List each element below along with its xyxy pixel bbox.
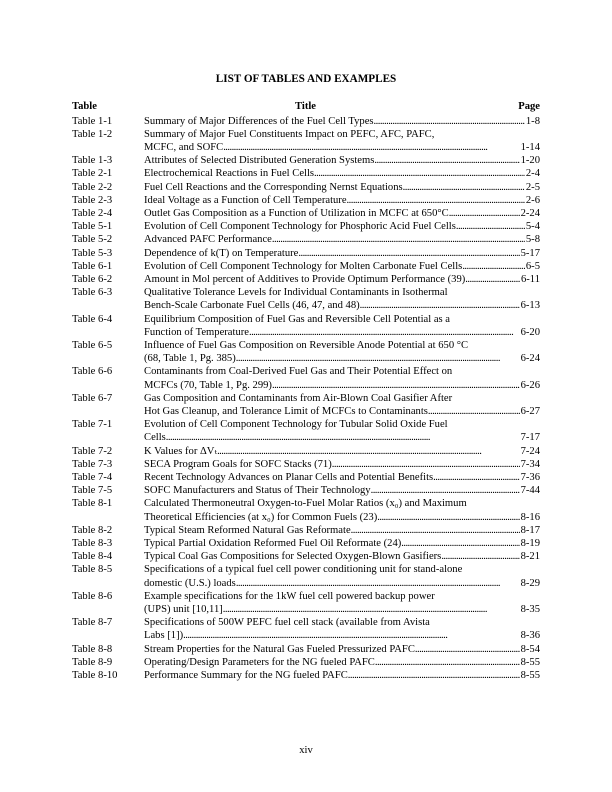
dot-leader [377, 511, 519, 524]
dot-leader [348, 669, 520, 682]
table-title [144, 207, 540, 220]
title-last-line [144, 273, 540, 286]
table-number: Table 1-2 [72, 128, 113, 140]
column-header-page: Page [518, 101, 540, 112]
list-item[interactable] [72, 128, 540, 154]
list-item[interactable] [72, 207, 540, 220]
list-item[interactable] [72, 233, 540, 246]
table-number: Table 8-10 [72, 670, 118, 682]
dot-leader [375, 656, 520, 669]
title-line: domestic (U.S.) loads [144, 577, 236, 589]
list-item[interactable] [72, 260, 540, 273]
table-number: Table 2-3 [72, 194, 113, 206]
dot-leader [415, 643, 520, 656]
title-last-line [144, 220, 540, 233]
table-title [144, 313, 540, 339]
list-item[interactable] [72, 247, 540, 260]
title-line: Operating/Design Parameters for the NG fueled PAFC [144, 656, 375, 668]
title-last-line [144, 656, 540, 669]
table-number: Table 8-6 [72, 590, 113, 602]
table-number: Table 8-1 [72, 498, 113, 510]
page-ref: 1-20 [520, 155, 540, 167]
table-number: Table 8-2 [72, 524, 113, 536]
title-line: (68, Table 1, Pg. 385) [144, 353, 236, 365]
table-title [144, 339, 540, 365]
title-line: Amount in Mol percent of Additives to Provide Optimum Performance (39) [144, 273, 466, 285]
list-item[interactable] [72, 115, 540, 128]
table-number: Table 6-2 [72, 273, 113, 285]
title-last-line [144, 643, 540, 656]
list-item[interactable] [72, 194, 540, 207]
title-line: Typical Steam Reformed Natural Gas Reformate [144, 524, 351, 536]
title-line: Recent Technology Advances on Planar Cells and Potential Benefits [144, 471, 434, 483]
page-ref: 2-6 [525, 194, 540, 206]
title-last-line [144, 550, 540, 563]
list-item[interactable] [72, 471, 540, 484]
table-title [144, 194, 540, 207]
list-item[interactable] [72, 365, 540, 391]
dot-leader [403, 181, 525, 194]
page-ref: 6-13 [520, 300, 540, 312]
page-ref: 1-8 [525, 115, 540, 127]
column-header-title: Title [295, 101, 316, 112]
list-item[interactable] [72, 167, 540, 180]
page-ref: 7-36 [520, 471, 540, 483]
dot-leader [433, 471, 519, 484]
title-last-line [144, 431, 540, 444]
page-ref: 8-17 [520, 524, 540, 536]
table-title [144, 167, 540, 180]
table-number: Table 2-2 [72, 181, 113, 193]
title-line: Equilibrium Composition of Fuel Gas and Reversible Cell Potential as a [144, 313, 451, 325]
table-number: Table 7-4 [72, 471, 113, 483]
title-last-line [144, 194, 540, 207]
table-title [144, 458, 540, 471]
table-title [144, 484, 540, 497]
title-last-line [144, 458, 540, 471]
dot-leader [360, 299, 520, 312]
page-ref: 8-55 [520, 670, 540, 682]
title-line: Specifications of 500W PEFC fuel cell stack (available from Avista [144, 617, 430, 629]
table-number: Table 6-3 [72, 287, 113, 299]
title-line: Evolution of Cell Component Technology for Tubular Solid Oxide Fuel [144, 419, 448, 431]
list-item[interactable] [72, 656, 540, 669]
title-line: MCFCs (70, Table 1, Pg. 299) [144, 379, 272, 391]
page-title: LIST OF TABLES AND EXAMPLES [215, 73, 397, 85]
dot-leader [223, 603, 520, 616]
list-item[interactable] [72, 339, 540, 365]
title-last-line [144, 181, 540, 194]
list-item[interactable] [72, 643, 540, 656]
page-ref: 6-26 [520, 379, 540, 391]
title-last-line [144, 669, 540, 682]
table-title [144, 181, 540, 194]
title-line: Evolution of Cell Component Technology for Phosphoric Acid Fuel Cells [144, 221, 456, 233]
page-ref: 5-8 [525, 234, 540, 246]
page-ref: 7-17 [520, 432, 540, 444]
list-item[interactable] [72, 563, 540, 589]
page-ref: 6-11 [520, 273, 540, 285]
table-title [144, 563, 540, 589]
table-title [144, 643, 540, 656]
list-item[interactable] [72, 445, 540, 458]
title-last-line [144, 537, 540, 550]
title-line: Summary of Major Fuel Constituents Impact on PEFC, AFC, PAFC, [144, 128, 435, 140]
title-line: Typical Coal Gas Compositions for Selected Oxygen-Blown Gasifiers [144, 551, 442, 563]
dot-leader [298, 247, 519, 260]
table-title [144, 392, 540, 418]
dot-leader [351, 524, 520, 537]
page-ref: 1-14 [520, 141, 540, 153]
dot-leader [183, 629, 519, 642]
title-line: MCFC, and SOFC [144, 141, 224, 153]
list-item[interactable] [72, 181, 540, 194]
page-ref: 8-55 [520, 656, 540, 668]
table-number: Table 1-1 [72, 115, 113, 127]
title-line: Evolution of Cell Component Technology for Molten Carbonate Fuel Cells [144, 260, 463, 272]
table-title [144, 418, 540, 444]
dot-leader [166, 431, 520, 444]
page-ref: 8-19 [520, 538, 540, 549]
list-item[interactable] [72, 286, 540, 312]
table-title [144, 115, 540, 128]
list-item[interactable] [72, 616, 540, 642]
title-last-line [144, 299, 540, 312]
title-last-line [144, 207, 540, 220]
dot-leader [371, 484, 520, 497]
dot-leader [236, 352, 520, 365]
title-line: SECA Program Goals for SOFC Stacks (71) [144, 458, 332, 470]
title-line: Outlet Gas Composition as a Function of Utilization in MCFC at 650°C [144, 207, 449, 219]
page-ref: 6-27 [520, 405, 540, 417]
dot-leader [347, 194, 525, 207]
title-line: SOFC Manufacturers and Status of Their Technology [144, 485, 371, 497]
title-line: Stream Properties for the Natural Gas Fueled Pressurized PAFC [144, 643, 415, 655]
title-last-line [144, 247, 540, 260]
title-last-line [144, 524, 540, 537]
table-number: Table 1-3 [72, 155, 113, 167]
table-title [144, 128, 540, 154]
table-number: Table 8-8 [72, 643, 113, 655]
title-line: Specifications of a typical fuel cell power conditioning unit for stand-alone [144, 564, 463, 576]
title-last-line [144, 379, 540, 392]
title-line: Performance Summary for the NG fueled PAFC [144, 670, 348, 682]
title-last-line [144, 141, 540, 154]
page-ref: 6-20 [520, 326, 540, 338]
list-item[interactable] [72, 313, 540, 339]
title-last-line [144, 484, 540, 497]
dot-leader [374, 154, 519, 167]
title-line: Gas Composition and Contaminants from Air-Blown Coal Gasifier After [144, 392, 453, 404]
dot-leader [441, 550, 519, 563]
dot-leader [401, 537, 519, 550]
table-number: Table 7-5 [72, 485, 113, 497]
dot-leader [462, 260, 525, 273]
title-line: Labs [1]) [144, 630, 184, 642]
table-number: Table 8-4 [72, 551, 113, 563]
title-last-line [144, 233, 540, 246]
dot-leader [272, 233, 525, 246]
dot-leader [272, 379, 520, 392]
list-item[interactable] [72, 392, 540, 418]
title-line: Advanced PAFC Performance [144, 234, 272, 246]
table-title [144, 286, 540, 312]
page-ref: 5-17 [520, 247, 540, 259]
table-number: Table 8-5 [72, 564, 113, 576]
title-line: Bench-Scale Carbonate Fuel Cells (46, 47, and 48) [144, 300, 360, 312]
page-number: xiv [299, 745, 313, 756]
dot-leader [465, 273, 520, 286]
title-last-line [144, 603, 540, 616]
title-line: Calculated Thermoneutral Oxygen-to-Fuel Molar Ratios (x₀) and Maximum [144, 498, 467, 510]
table-number: Table 7-3 [72, 458, 113, 470]
page-ref: 8-21 [520, 551, 540, 563]
list-item[interactable] [72, 550, 540, 563]
page-ref: 6-5 [525, 260, 540, 272]
table-number: Table 6-7 [72, 392, 113, 404]
table-title [144, 247, 540, 260]
page-ref: 5-4 [525, 221, 540, 233]
table-number: Table 8-7 [72, 617, 113, 629]
table-number: Table 2-1 [72, 168, 113, 180]
page-ref: 8-36 [520, 630, 540, 642]
table-number: Table 8-3 [72, 538, 113, 549]
title-last-line [144, 577, 540, 590]
title-last-line [144, 260, 540, 273]
table-title [144, 656, 540, 669]
dot-leader [374, 115, 525, 128]
table-title [144, 154, 540, 167]
title-line: Fuel Cell Reactions and the Corresponding Nernst Equations [144, 181, 403, 193]
table-title [144, 550, 540, 563]
page-ref: 8-35 [520, 604, 540, 616]
table-title [144, 497, 540, 523]
dot-leader [217, 445, 520, 458]
table-list [72, 115, 540, 683]
table-title [144, 471, 540, 484]
dot-leader [249, 326, 520, 339]
table-number: Table 8-9 [72, 656, 113, 668]
table-title [144, 524, 540, 537]
table-title [144, 233, 540, 246]
title-line: (UPS) unit [10,11] [144, 604, 223, 616]
table-number: Table 5-1 [72, 221, 113, 233]
column-header-table: Table [72, 101, 97, 112]
dot-leader [449, 207, 520, 220]
table-number: Table 7-1 [72, 419, 113, 431]
title-last-line [144, 445, 540, 458]
table-number: Table 6-6 [72, 366, 113, 378]
table-title [144, 537, 540, 550]
title-last-line [144, 115, 540, 128]
title-line: Cells [144, 432, 166, 444]
table-title [144, 616, 540, 642]
page-ref: 8-29 [520, 577, 540, 589]
page-ref: 7-34 [520, 458, 540, 470]
title-line: Electrochemical Reactions in Fuel Cells [144, 168, 315, 180]
list-item[interactable] [72, 537, 540, 550]
title-last-line [144, 154, 540, 167]
page-ref: 8-16 [520, 511, 540, 523]
title-line: Attributes of Selected Distributed Generation Systems [144, 155, 375, 167]
list-item[interactable] [72, 484, 540, 497]
title-last-line [144, 511, 540, 524]
table-title [144, 365, 540, 391]
title-last-line [144, 167, 540, 180]
page-ref: 2-5 [525, 181, 540, 193]
title-line: K Values for ΔVₜ [144, 445, 218, 457]
list-item[interactable] [72, 524, 540, 537]
dot-leader [428, 405, 520, 418]
table-number: Table 7-2 [72, 445, 113, 457]
table-title [144, 445, 540, 458]
title-last-line [144, 326, 540, 339]
title-line: Ideal Voltage as a Function of Cell Temperature [144, 194, 347, 206]
title-last-line [144, 471, 540, 484]
table-title [144, 590, 540, 616]
page-ref: 7-24 [520, 445, 540, 457]
table-number: Table 5-2 [72, 234, 113, 246]
list-item[interactable] [72, 497, 540, 523]
title-line: Influence of Fuel Gas Composition on Reversible Anode Potential at 650 °C [144, 339, 469, 351]
list-item[interactable] [72, 220, 540, 233]
page-ref: 6-24 [520, 353, 540, 365]
table-title [144, 273, 540, 286]
list-item[interactable] [72, 590, 540, 616]
table-title [144, 220, 540, 233]
dot-leader [236, 577, 520, 590]
title-last-line [144, 629, 540, 642]
title-last-line [144, 352, 540, 365]
table-number: Table 6-1 [72, 260, 113, 272]
dot-leader [332, 458, 520, 471]
page-ref: 2-4 [525, 168, 540, 180]
title-line: Example specifications for the 1kW fuel cell powered backup power [144, 590, 435, 602]
page-ref: 7-44 [520, 485, 540, 497]
dot-leader [223, 141, 519, 154]
list-item[interactable] [72, 154, 540, 167]
list-item[interactable] [72, 669, 540, 682]
title-line: Summary of Major Differences of the Fuel Cell Types [144, 115, 374, 127]
title-line: Hot Gas Cleanup, and Tolerance Limit of MCFCs to Contaminants [144, 405, 428, 417]
title-line: Theoretical Efficiencies (at x₀) for Common Fuels (23) [144, 511, 378, 523]
title-line: Qualitative Tolerance Levels for Individual Contaminants in Isothermal [144, 287, 448, 299]
title-line: Contaminants from Coal-Derived Fuel Gas and Their Potential Effect on [144, 366, 453, 378]
table-title [144, 669, 540, 682]
title-line: Function of Temperature [144, 326, 249, 338]
title-last-line [144, 405, 540, 418]
dot-leader [314, 167, 525, 180]
page-ref: 8-54 [520, 643, 540, 655]
page-ref: 2-24 [520, 207, 540, 219]
list-item[interactable] [72, 418, 540, 444]
table-title [144, 260, 540, 273]
table-number: Table 5-3 [72, 247, 113, 259]
title-line: Typical Partial Oxidation Reformed Fuel Oil Reformate (24) [144, 538, 402, 549]
dot-leader [456, 220, 525, 233]
table-number: Table 6-5 [72, 339, 113, 351]
table-number: Table 2-4 [72, 207, 113, 219]
title-line: Dependence of k(T) on Temperature [144, 247, 299, 259]
table-number: Table 6-4 [72, 313, 113, 325]
list-item[interactable] [72, 458, 540, 471]
list-item[interactable] [72, 273, 540, 286]
